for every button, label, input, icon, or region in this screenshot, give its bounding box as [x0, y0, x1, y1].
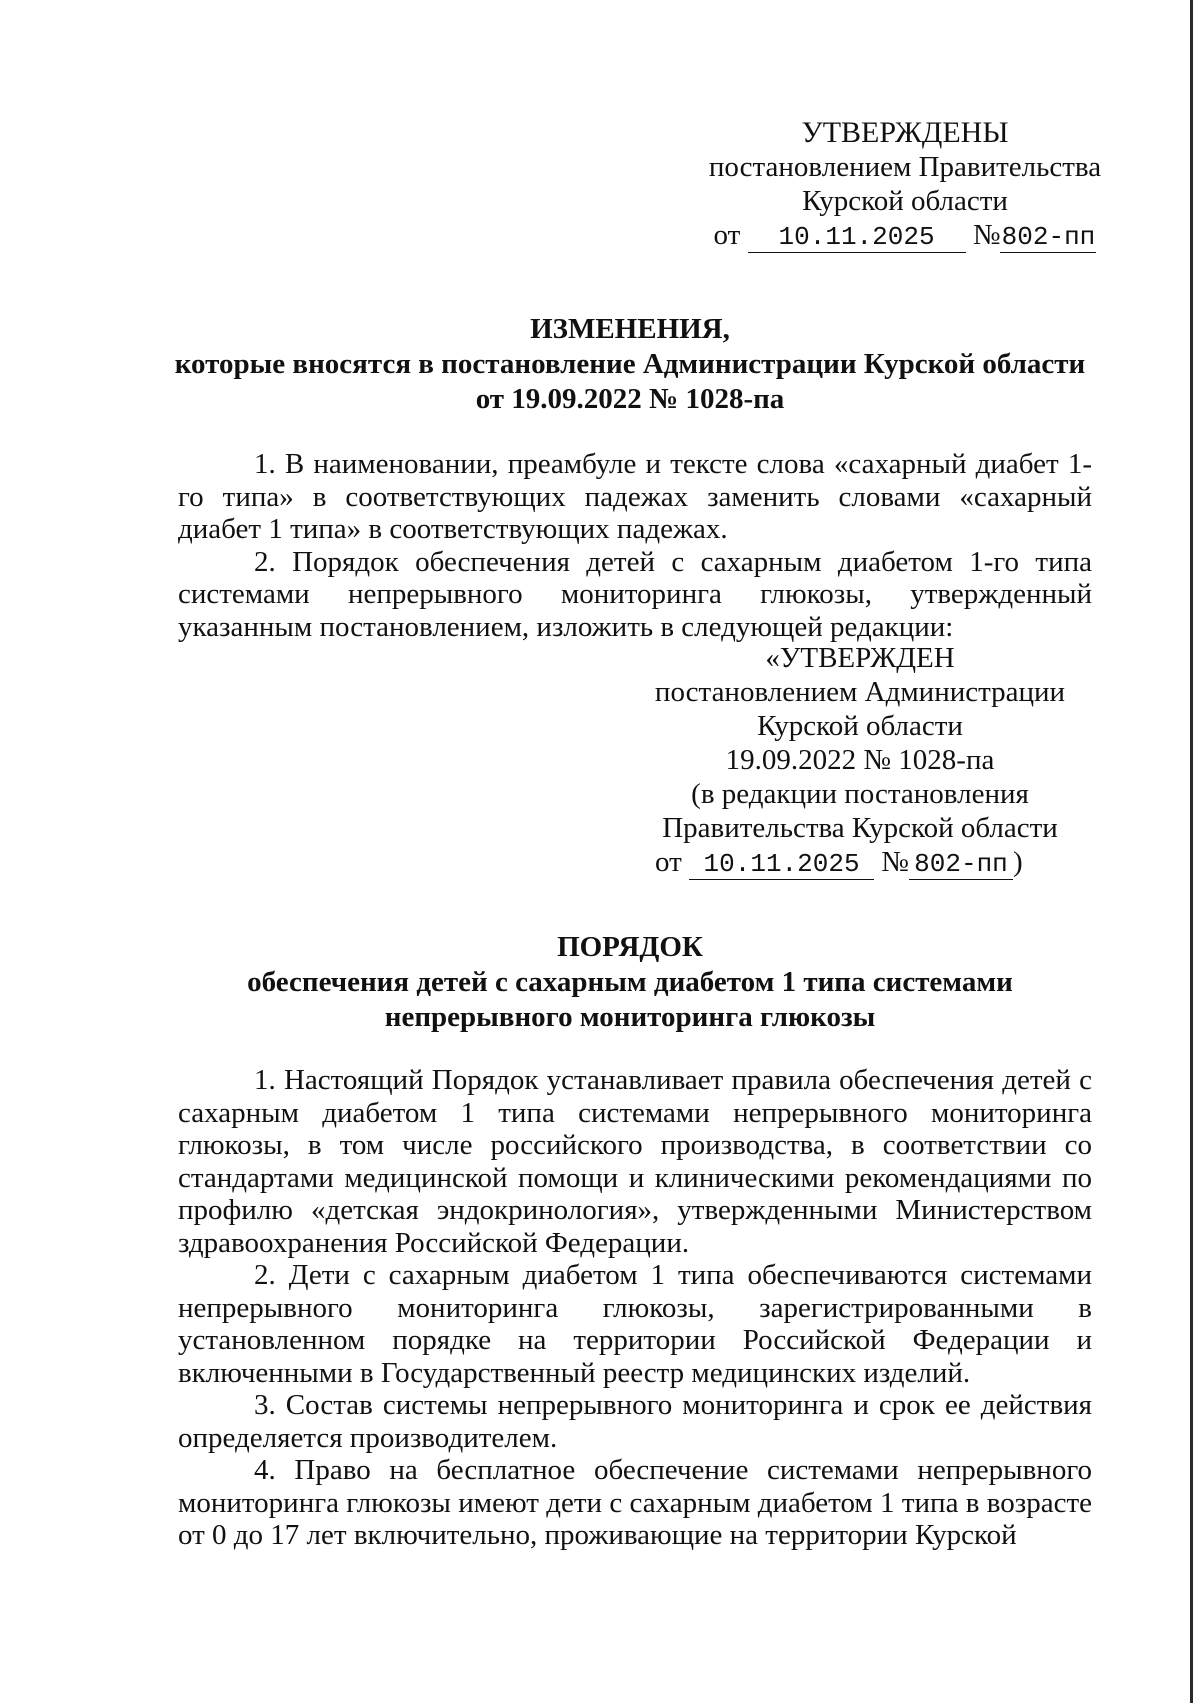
approval-stamp-quoted [640, 641, 1080, 880]
approval-number-label: № [972, 219, 1001, 251]
approval2-date-row [640, 845, 1080, 880]
approval2-line2: Курской области [757, 710, 963, 742]
order-subtitle-line1: обеспечения детей с сахарным диабетом 1 типа системами [247, 966, 1013, 998]
approval-from-label: от [713, 219, 741, 251]
approval2-line3: 19.09.2022 № 1028-па [725, 744, 995, 776]
order-title: ПОРЯДОК [557, 931, 703, 963]
changes-heading [160, 312, 1100, 417]
order-heading [160, 930, 1100, 1035]
changes-paragraph-2: 2. Порядок обеспечения детей с сахарным диабетом 1-го типа системами непрерывного мониторинга глюкозы, утвержденный указанным постановлением, изложить в следующей редакции: [178, 545, 1092, 643]
approval2-number-label: № [881, 846, 909, 878]
approval2-line4: (в редакции постановления [691, 778, 1029, 810]
approval2-close-paren: ) [1012, 846, 1023, 878]
approval2-date: 10.11.2025 [689, 849, 874, 880]
approval-date-row [690, 218, 1120, 253]
approval2-line1: постановлением Администрации [654, 676, 1066, 708]
order-body [178, 1064, 1092, 1552]
approval-date: 10.11.2025 [748, 222, 966, 253]
approval2-number: 802-пп [909, 849, 1013, 880]
changes-subtitle-line1: которые вносятся в постановление Администрации Курской области [174, 348, 1086, 380]
order-paragraph-4: 4. Право на бесплатное обеспечение системами непрерывного мониторинга глюкозы имеют дети с сахарным диабетом 1 типа в возрасте от 0 до 17 лет включительно, проживающие на территории Курской [178, 1454, 1092, 1551]
approval2-title: «УТВЕРЖДЕН [765, 642, 955, 674]
scan-border [1190, 0, 1193, 1703]
order-paragraph-3: 3. Состав системы непрерывного мониторинга и срок ее действия определяется производителем. [178, 1389, 1092, 1454]
order-paragraph-2: 2. Дети с сахарным диабетом 1 типа обеспечиваются системами непрерывного мониторинга глюкозы, зарегистрированными в установленном порядке на территории Российской Федерации и включенными в Государственный реестр медицинских изделий. [178, 1259, 1092, 1389]
approval2-from-label: от [655, 846, 682, 878]
changes-body [178, 448, 1092, 643]
approval-title: УТВЕРЖДЕНЫ [801, 116, 1009, 149]
approval2-line5: Правительства Курской области [662, 812, 1058, 844]
approval-line2: Курской области [802, 185, 1008, 217]
changes-title: ИЗМЕНЕНИЯ, [530, 313, 730, 345]
approval-number: 802-пп [1001, 222, 1096, 252]
order-subtitle-line2: непрерывного мониторинга глюкозы [384, 1001, 876, 1033]
changes-subtitle-line2: от 19.09.2022 № 1028-па [475, 383, 785, 415]
approval-line1: постановлением Правительства [708, 151, 1102, 183]
approval-stamp [690, 116, 1120, 253]
changes-paragraph-1: 1. В наименовании, преамбуле и тексте слова «сахарный диабет 1-го типа» в соответствующих падежах заменить словами «сахарный диабет 1 типа» в соответствующих падежах. [178, 448, 1092, 545]
order-paragraph-1: 1. Настоящий Порядок устанавливает правила обеспечения детей с сахарным диабетом 1 типа системами непрерывного мониторинга глюкозы, в том числе российского производства, в соответствии со стандартами медицинской помощи и клиническими рекомендациями по профилю «детская эндокринология», утвержденными Министерством здравоохранения Российской Федерации. [178, 1064, 1092, 1259]
